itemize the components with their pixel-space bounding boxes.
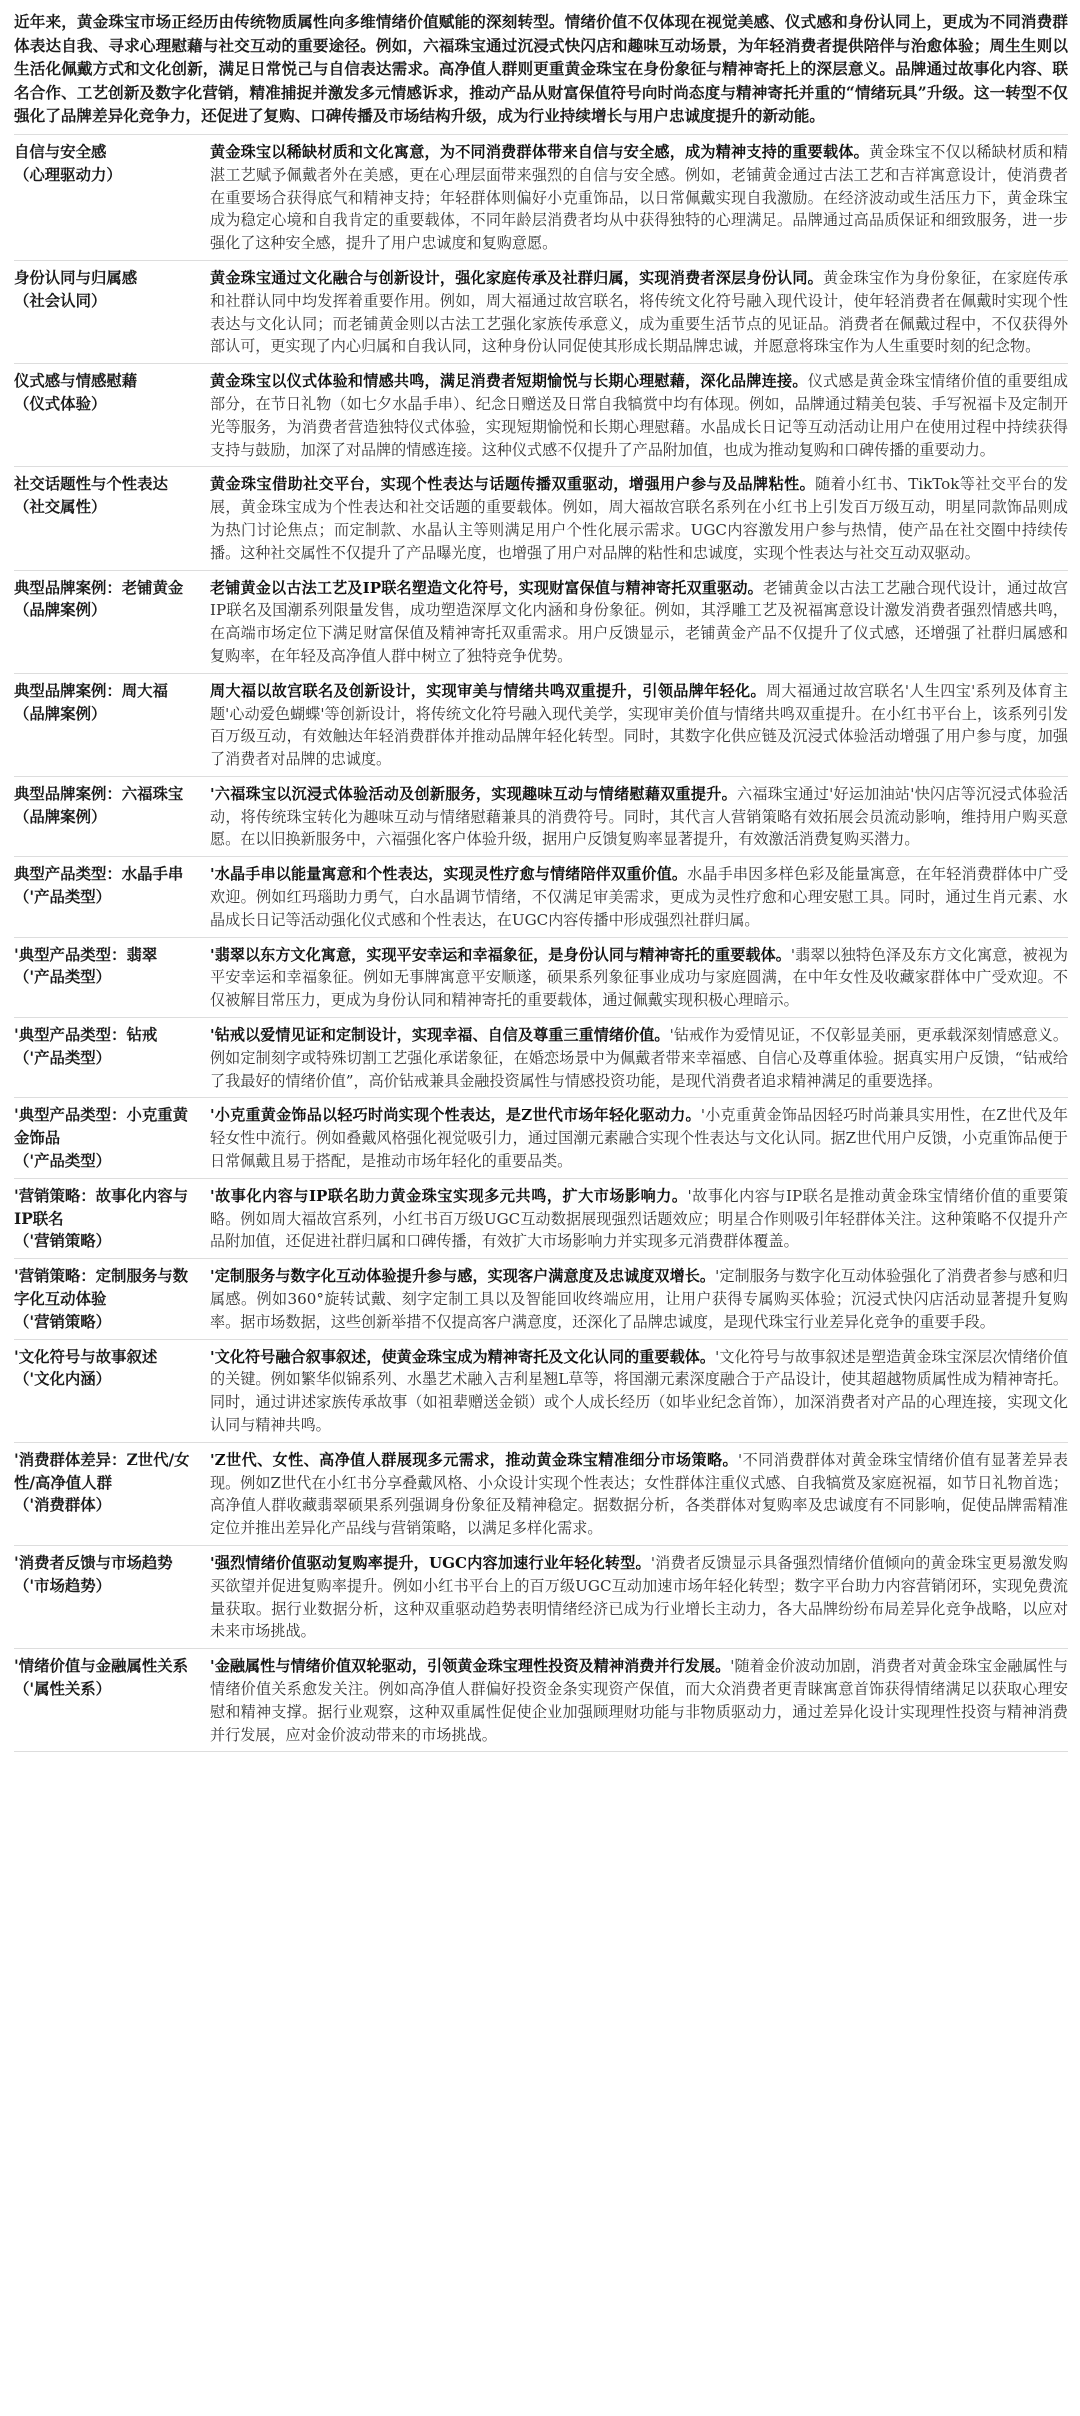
row-label	[14, 680, 210, 771]
row-subtitle: （品牌案例）	[14, 601, 107, 620]
row-body: '钻戒作为爱情见证，不仅彰显美丽，更承载深刻情感意义。例如定制刻字或特殊切割工艺强化承诺象征，在婚恋场景中为佩戴者带来幸福感、自信心及尊重体验。据真实用户反馈，“钻戒给了我最好的情绪价值”，高价钻戒兼具金融投资属性与情感投资功能，是现代消费者追求精神满足的重要选择。	[210, 1026, 1068, 1090]
row-title: '消费者反馈与市场趋势	[14, 1554, 173, 1572]
table-row	[14, 1649, 1068, 1752]
row-label	[14, 267, 210, 358]
intro-paragraph: 近年来，黄金珠宝市场正经历由传统物质属性向多维情绪价值赋能的深刻转型。情绪价值不仅体现在视觉美感、仪式感和身份认同上，更成为不同消费群体表达自我、寻求心理慰藉与社交互动的重要途径。例如，六福珠宝通过沉浸式快闪店和趣味互动场景，为年轻消费者提供陪伴与治愈体验；周生生则以生活化佩戴方式和文化创新，满足日常悦己与自信表达需求。高净值人群则更重黄金珠宝在身份象征与精神寄托上的深层意义。品牌通过故事化内容、联名合作、工艺创新及数字化营销，精准捕捉并激发多元情感诉求，推动产品从财富保值符号向时尚态度与精神寄托并重的“情绪玩具”升级。这一转型不仅强化了品牌差异化竞争力，还促进了复购、口碑传播及市场结构升级，成为行业持续增长与用户忠诚度提升的新动能。	[14, 12, 1068, 126]
row-label	[14, 1104, 210, 1172]
table-row	[14, 1098, 1068, 1178]
row-label	[14, 944, 210, 1012]
row-body: 仪式感是黄金珠宝情绪价值的重要组成部分，在节日礼物（如七夕水晶手串）、纪念日赠送及日常自我犒赏中均有体现。例如，品牌通过精美包装、手写祝福卡及定制开光等服务，为消费者营造独特仪式体验，实现短期愉悦和长期心理慰藉。水晶成长日记等互动活动让用户在使用过程中持续获得支持与鼓励，加深了对品牌的情感连接。这种仪式感不仅提升了产品附加值，也成为推动复购和口碑传播的重要动力。	[210, 372, 1068, 459]
row-label	[14, 1552, 210, 1643]
row-lead: '强烈情绪价值驱动复购率提升，UGC内容加速行业年轻化转型。	[210, 1554, 651, 1572]
row-label	[14, 1655, 210, 1746]
row-title: 典型品牌案例：六福珠宝	[14, 784, 184, 803]
row-label	[14, 1024, 210, 1092]
row-lead: '定制服务与数字化互动体验提升参与感，实现客户满意度及忠诚度双增长。	[210, 1267, 716, 1286]
row-lead: '金融属性与情绪价值双轮驱动，引领黄金珠宝理性投资及精神消费并行发展。	[210, 1657, 731, 1676]
row-subtitle: （'属性关系）	[14, 1679, 112, 1698]
table-row	[14, 1340, 1068, 1443]
row-lead: '小克重黄金饰品以轻巧时尚实现个性表达，是Z世代市场年轻化驱动力。	[210, 1106, 701, 1125]
row-label	[14, 141, 210, 255]
table-row	[14, 777, 1068, 857]
row-description	[210, 1346, 1068, 1437]
row-lead: '六福珠宝以沉浸式体验活动及创新服务，实现趣味互动与情绪慰藉双重提升。	[210, 784, 737, 803]
row-title: '消费群体差异：Z世代/女性/高净值人群	[14, 1450, 190, 1492]
row-description	[210, 1655, 1068, 1746]
row-title: '情绪价值与金融属性关系	[14, 1657, 189, 1676]
row-subtitle: （社交属性）	[14, 498, 107, 517]
row-description	[210, 141, 1068, 255]
row-lead: 黄金珠宝以仪式体验和情感共鸣，满足消费者短期愉悦与长期心理慰藉，深化品牌连接。	[210, 372, 808, 391]
row-body: 黄金珠宝不仅以稀缺材质和精湛工艺赋予佩戴者外在美感，更在心理层面带来强烈的自信与安全感。例如，老铺黄金通过古法工艺和吉祥寓意设计，使消费者在重要场合获得底气和精神支持；年轻群体则偏好小克重饰品，以日常佩戴实现自我激励。在经济波动或生活压力下，黄金珠宝成为稳定心境和自我肯定的重要载体，不同年龄层消费者均从中获得独特的心理满足。品牌通过高品质保证和细致服务，进一步强化了这种安全感，提升了用户忠诚度和复购意愿。	[210, 142, 1068, 253]
row-description	[210, 473, 1068, 564]
row-subtitle: （品牌案例）	[14, 807, 107, 826]
row-body: '随着金价波动加剧，消费者对黄金珠宝金融属性与情绪价值关系愈发关注。例如高净值人群偏好投资金条实现资产保值，而大众消费者更青睐寓意首饰获得情绪满足以获取心理安慰和精神支撑。据行业观察，这种双重属性促使企业加强顾理财功能与非物质驱动力，通过差异化设计实现理性投资与精神消费并行发展，应对金价波动带来的市场挑战。	[210, 1657, 1068, 1744]
table-row	[14, 674, 1068, 777]
row-label	[14, 370, 210, 461]
row-lead: '翡翠以东方文化寓意，实现平安幸运和幸福象征，是身份认同与精神寄托的重要载体。	[210, 945, 791, 964]
table-row	[14, 1179, 1068, 1259]
row-description	[210, 370, 1068, 461]
row-description	[210, 1104, 1068, 1172]
row-title: 身份认同与归属感	[14, 268, 138, 287]
row-body: 老铺黄金以古法工艺融合现代设计，通过故宫IP联名及国潮系列限量发售，成功塑造深厚文化内涵和身份象征。例如，其浮雕工艺及祝福寓意设计激发消费者强烈情感共鸣，在高端市场定位下满足财富保值及精神寄托双重需求。用户反馈显示，老铺黄金产品不仅提升了仪式感，还增强了社群归属感和复购率，在年轻及高净值人群中树立了独特竞争优势。	[210, 578, 1068, 665]
row-label	[14, 1346, 210, 1437]
row-subtitle: （'市场趋势）	[14, 1576, 112, 1595]
row-subtitle: （'消费群体）	[14, 1496, 112, 1515]
table-row	[14, 364, 1068, 467]
row-body: '小克重黄金饰品因轻巧时尚兼具实用性，在Z世代及年轻女性中流行。例如叠戴风格强化视觉吸引力，通过国潮元素融合实现个性表达与文化认同。据Z世代用户反馈，小克重饰品便于日常佩戴且易于搭配，是推动市场年轻化的重要品类。	[210, 1106, 1068, 1171]
row-subtitle: （'产品类型）	[14, 1048, 112, 1067]
row-lead: '钻戒以爱情见证和定制设计，实现幸福、自信及尊重三重情绪价值。	[210, 1026, 670, 1045]
row-lead: 周大福以故宫联名及创新设计，实现审美与情绪共鸣双重提升，引领品牌年轻化。	[210, 681, 766, 700]
row-description	[210, 267, 1068, 358]
row-title: 典型品牌案例：老铺黄金	[14, 578, 184, 597]
table-row	[14, 571, 1068, 674]
row-subtitle: （'产品类型）	[14, 1152, 112, 1171]
row-body: 黄金珠宝作为身份象征，在家庭传承和社群认同中均发挥着重要作用。例如，周大福通过故宫联名，将传统文化符号融入现代设计，使年轻消费者在佩戴时实现个性表达与文化认同；而老铺黄金则以古法工艺强化家族传承意义，成为重要生活节点的见证品。消费者在佩戴过程中，不仅获得外部认可，更实现了内心归属和自我认同，这种身份认同促使其形成长期品牌忠诚，并愿意将珠宝作为人生重要时刻的纪念物。	[210, 268, 1068, 356]
row-body: 六福珠宝通过'好运加油站'快闪店等沉浸式体验活动，将传统珠宝转化为趣味互动与情绪慰藉兼具的消费符号。同时，其代言人营销策略有效拓展会员流动影响，维持用户购买意愿。在以旧换新服务中，六福强化客户体验升级，据用户反馈复购率显著提升，有效激活消费复购买潜力。	[210, 784, 1068, 849]
row-lead: 黄金珠宝以稀缺材质和文化寓意，为不同消费群体带来自信与安全感，成为精神支持的重要载体。	[210, 142, 869, 161]
row-subtitle: （'产品类型）	[14, 968, 112, 987]
row-subtitle: （仪式体验）	[14, 394, 107, 413]
row-lead: '故事化内容与IP联名助力黄金珠宝实现多元共鸣，扩大市场影响力。	[210, 1186, 688, 1205]
row-subtitle: （'产品类型）	[14, 888, 112, 907]
row-title: '典型产品类型：钻戒	[14, 1026, 158, 1045]
info-table	[14, 134, 1068, 1752]
row-title: '典型产品类型：小克重黄金饰品	[14, 1106, 189, 1148]
table-row	[14, 135, 1068, 261]
row-label	[14, 1265, 210, 1333]
row-label	[14, 863, 210, 931]
row-body: '故事化内容与IP联名是推动黄金珠宝情绪价值的重要策略。例如周大福故宫系列，小红书百万级UGC互动数据展现强烈话题效应；明星合作则吸引年轻群体关注。这种策略不仅提升产品附加值，还促进社群归属和口碑传播，有效扩大市场影响力并实现多元消费群体覆盖。	[210, 1186, 1068, 1251]
row-description	[210, 783, 1068, 851]
row-body: '定制服务与数字化互动体验强化了消费者参与感和归属感。例如360°旋转试戴、刻字定制工具以及智能回收终端应用，让用户获得专属购买体验；沉浸式快闪店活动显著提升复购率。据市场数据，这些创新举措不仅提高客户满意度，还深化了品牌忠诚度，是现代珠宝行业差异化竞争的重要手段。	[210, 1267, 1069, 1331]
row-subtitle: （'文化内涵）	[14, 1370, 112, 1389]
row-lead: '水晶手串以能量寓意和个性表达，实现灵性疗愈与情绪陪伴双重价值。	[210, 865, 688, 884]
table-row	[14, 1443, 1068, 1546]
row-body: 水晶手串因多样色彩及能量寓意，在年轻消费群体中广受欢迎。例如红玛瑙助力勇气，白水晶调节情绪，不仅满足审美需求，更成为灵性疗愈和心理安慰工具。同时，通过生肖元素、水晶成长日记等活动强化仪式感和个性表达，在UGC内容传播中形成强烈社群归属。	[210, 865, 1068, 929]
row-body: '文化符号与故事叙述是塑造黄金珠宝深层次情绪价值的关键。例如繁华似锦系列、水墨艺术融入吉利星翘L草等，将国潮元素深度融合于产品设计，使其超越物质属性成为精神寄托。同时，通过讲述家族传承故事（如祖辈赠送金锁）或个人成长经历（如毕业纪念首饰），加深消费者对产品的心理连接，实现文化认同与精神共鸣。	[210, 1347, 1069, 1435]
row-lead: 'Z世代、女性、高净值人群展现多元需求，推动黄金珠宝精准细分市场策略。	[210, 1450, 739, 1469]
row-title: '文化符号与故事叙述	[14, 1347, 158, 1366]
row-subtitle: （品牌案例）	[14, 704, 107, 723]
row-subtitle: （社会认同）	[14, 291, 107, 310]
row-label	[14, 783, 210, 851]
row-subtitle: （心理驱动力）	[14, 165, 122, 184]
row-description	[210, 944, 1068, 1012]
table-row	[14, 857, 1068, 937]
row-lead: 黄金珠宝借助社交平台，实现个性表达与话题传播双重驱动，增强用户参与及品牌粘性。	[210, 475, 816, 494]
row-lead: '文化符号融合叙事叙述，使黄金珠宝成为精神寄托及文化认同的重要载体。	[210, 1347, 716, 1366]
row-description	[210, 1185, 1068, 1253]
row-body: 随着小红书、TikTok等社交平台的发展，黄金珠宝成为个性表达和社交话题的重要载体。例如，周大福故宫联名系列在小红书上引发百万级互动，明星同款饰品则成为热门讨论焦点；而定制款、水晶认主等则满足用户个性化展示需求。UGC内容激发用户参与热情，使产品在社交圈中持续传播。这种社交属性不仅提升了产品曝光度，也增强了用户对品牌的粘性和忠诚度，实现个性表达与社交互动双驱动。	[210, 475, 1068, 562]
table-row	[14, 261, 1068, 364]
table-row	[14, 1259, 1068, 1339]
row-label	[14, 1449, 210, 1540]
row-body: '不同消费群体对黄金珠宝情绪价值有显著差异表现。例如Z世代在小红书分享叠戴风格、小众设计实现个性表达；女性群体注重仪式感、自我犒赏及家庭祝福，如节日礼物首选；高净值人群收藏翡翠硕果系列强调身份象征及精神稳定。据数据分析，各类群体对复购率及忠诚度有不同影响，促使品牌需精准定位并推出差异化产品线与营销策略，以满足多样化需求。	[210, 1450, 1068, 1538]
row-label	[14, 1185, 210, 1253]
row-description	[210, 577, 1068, 668]
row-title: '营销策略：定制服务与数字化互动体验	[14, 1267, 189, 1309]
row-description	[210, 1449, 1068, 1540]
row-subtitle: （'营销策略）	[14, 1312, 112, 1331]
row-lead: 老铺黄金以古法工艺及IP联名塑造文化符号，实现财富保值与精神寄托双重驱动。	[210, 578, 763, 597]
row-title: 典型品牌案例：周大福	[14, 681, 168, 700]
row-description	[210, 863, 1068, 931]
row-body: 周大福通过故宫联名'人生四宝'系列及体育主题'心动爱色蝴蝶'等创新设计，将传统文化符号融入现代美学，实现审美价值与情绪共鸣双重提升。在小红书平台上，该系列引发百万级互动，有效触达年轻消费群体并推动品牌年轻化转型。同时，其数字化供应链及沉浸式体验活动增强了用户参与度，加强了消费者对品牌的忠诚度。	[210, 681, 1068, 769]
row-label	[14, 473, 210, 564]
row-title: '营销策略：故事化内容与IP联名	[14, 1186, 189, 1228]
row-title: 仪式感与情感慰藉	[14, 372, 138, 391]
row-title: 社交话题性与个性表达	[14, 475, 168, 494]
table-row	[14, 1018, 1068, 1098]
row-subtitle: （'营销策略）	[14, 1232, 112, 1251]
row-description	[210, 1265, 1068, 1333]
row-title: '典型产品类型：翡翠	[14, 945, 158, 964]
table-row	[14, 938, 1068, 1018]
row-description	[210, 1552, 1068, 1643]
table-row	[14, 1546, 1068, 1649]
row-description	[210, 1024, 1068, 1092]
row-title: 自信与安全感	[14, 142, 107, 161]
row-body: '翡翠以独特色泽及东方文化寓意，被视为平安幸运和幸福象征。例如无事牌寓意平安顺遂，硕果系列象征事业成功与家庭圆满，在中年女性及收藏家群体中广受欢迎。不仅被解目常压力，更成为身份认同和精神寄托的重要载体，通过佩戴实现积极心理暗示。	[210, 945, 1068, 1010]
row-description	[210, 680, 1068, 771]
row-lead: 黄金珠宝通过文化融合与创新设计，强化家庭传承及社群归属，实现消费者深层身份认同。	[210, 268, 824, 287]
table-row	[14, 467, 1068, 570]
row-label	[14, 577, 210, 668]
row-body: '消费者反馈显示具备强烈情绪价值倾向的黄金珠宝更易激发购买欲望并促进复购率提升。例如小红书平台上的百万级UGC互动加速市场年轻化转型；数字平台助力内容营销闭环，实现免费流量获取。据行业数据分析，这种双重驱动趋势表明情绪经济已成为行业增长主动力，各大品牌纷纷布局差异化竞争战略，以应对未来市场挑战。	[210, 1554, 1068, 1641]
row-title: 典型产品类型：水晶手串	[14, 865, 184, 884]
